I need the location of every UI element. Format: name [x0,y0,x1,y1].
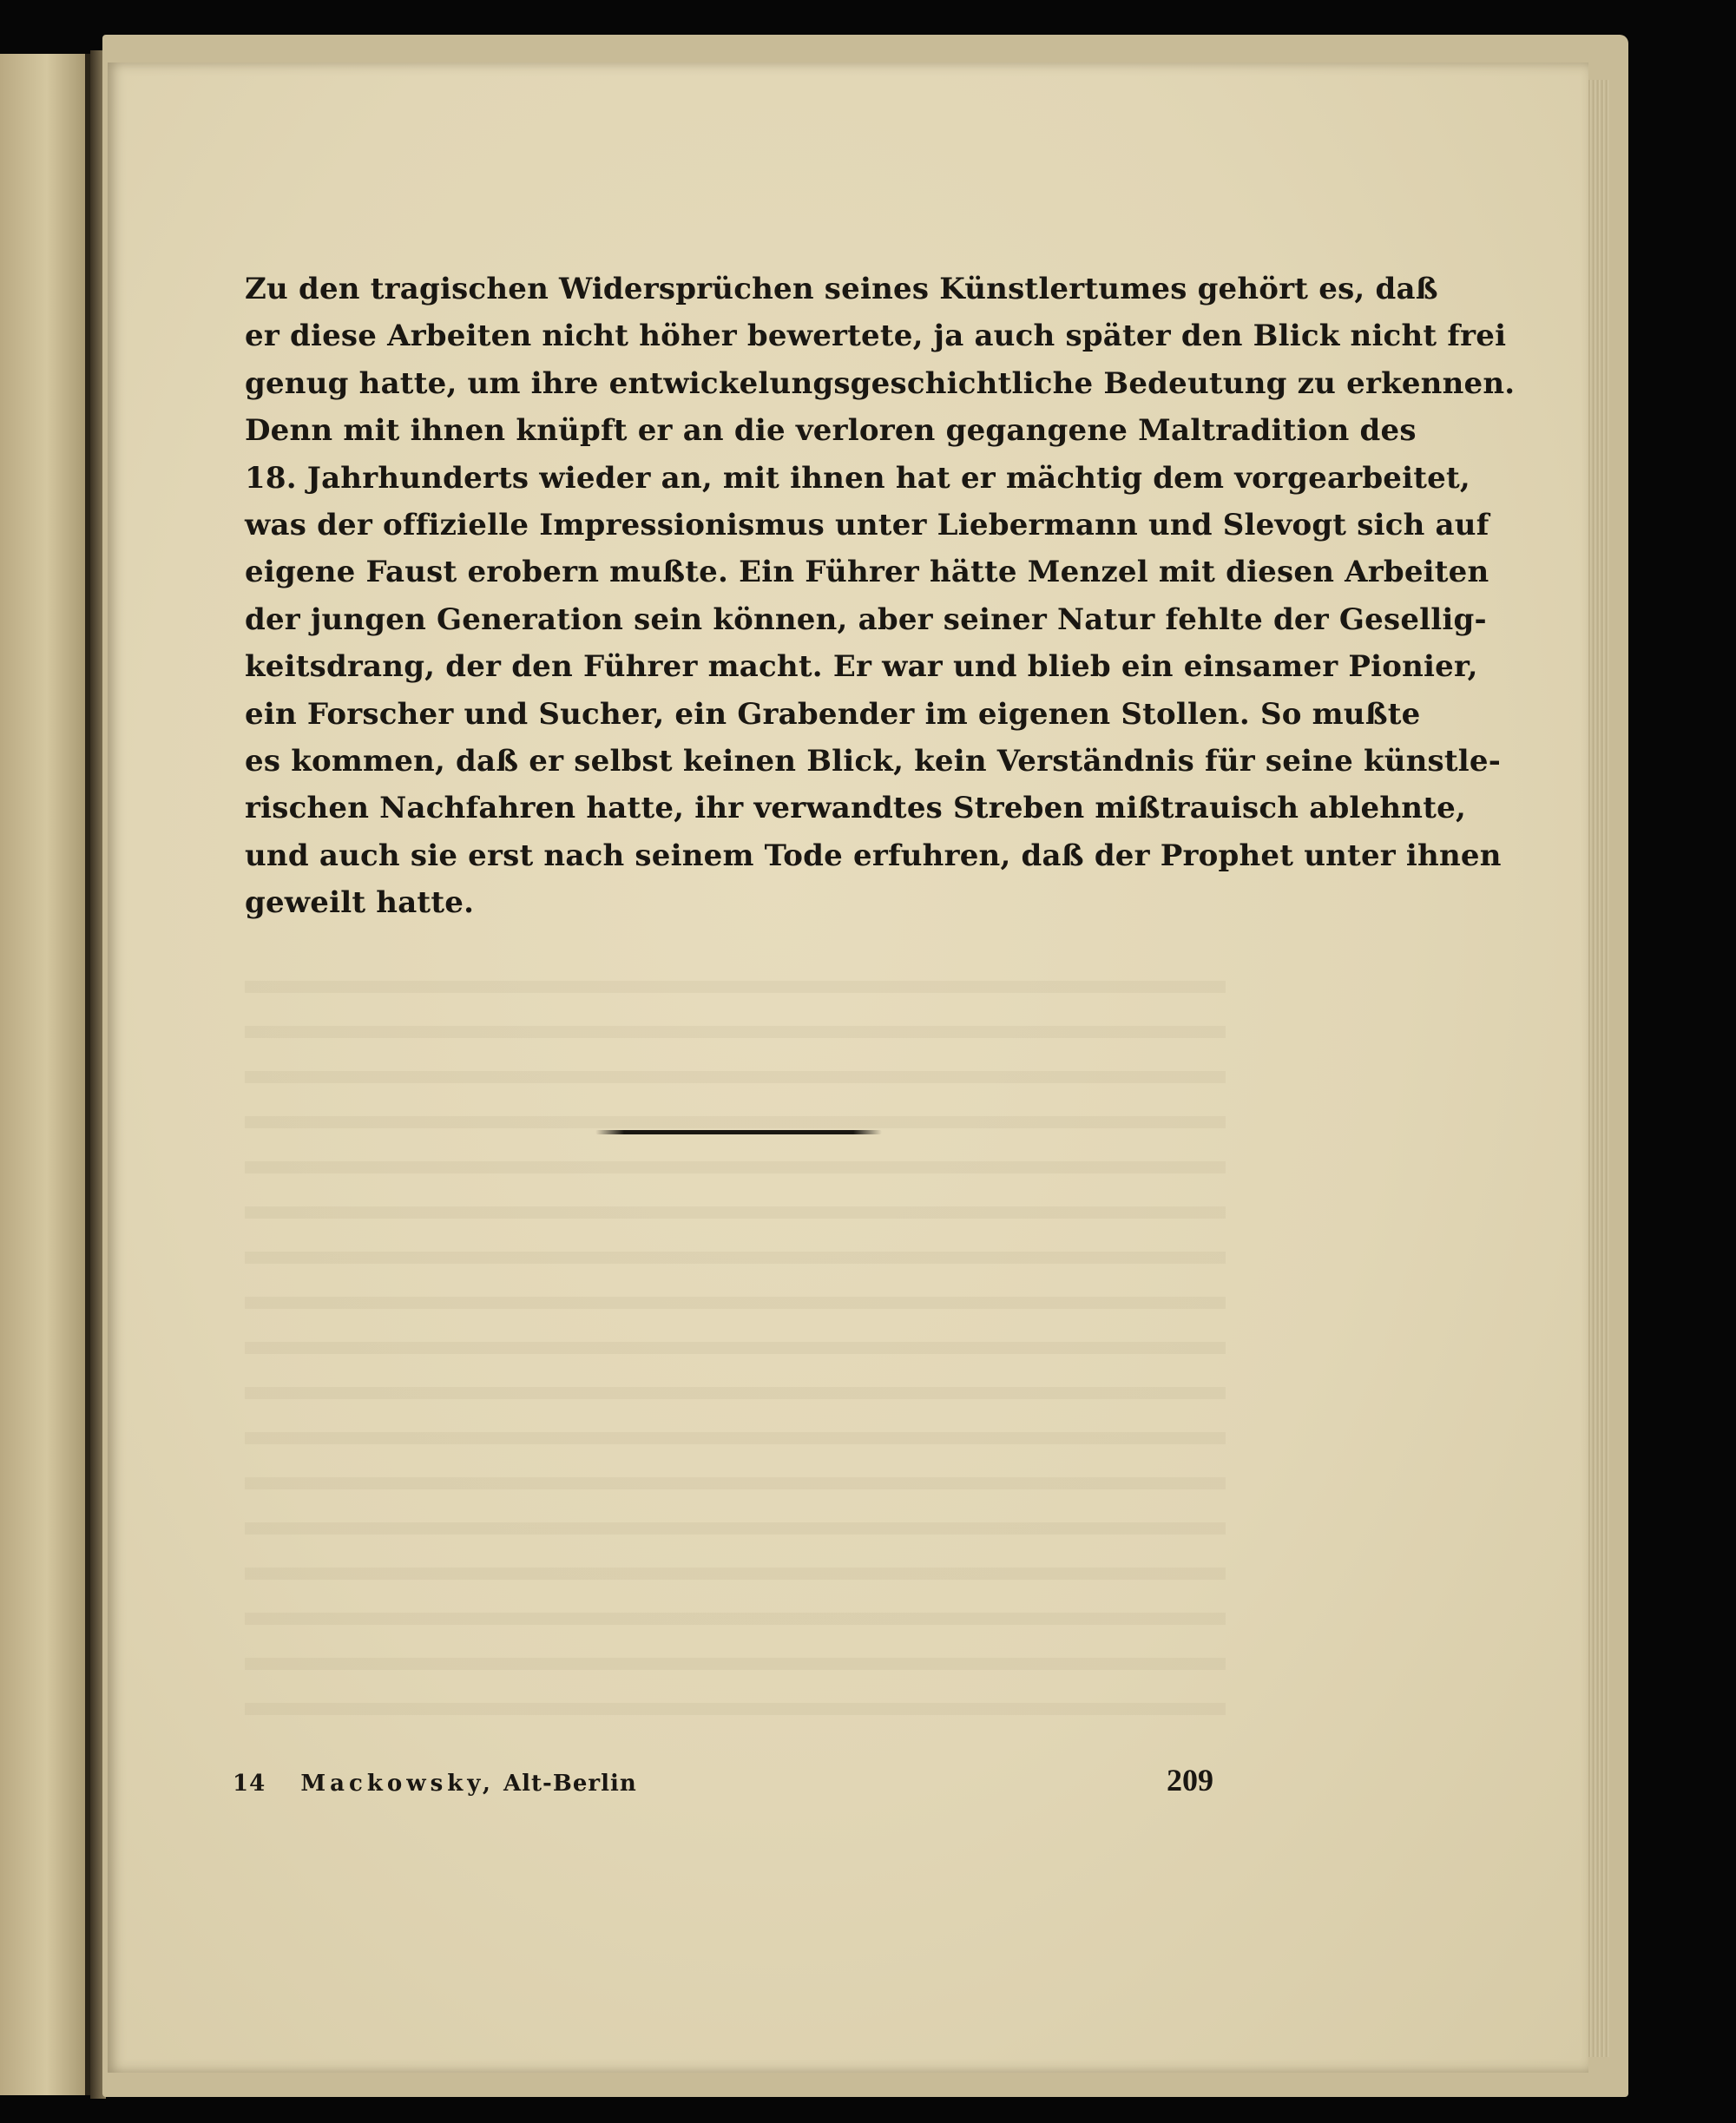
printer-signature [233,1771,637,1797]
text-line: ein Forscher und Sucher, ein Grabender im eigenen Stollen. So mußte [245,696,1421,732]
text-line: Zu den tragischen Widersprüchen seines Künstlertumes gehört es, daß [245,272,1438,306]
text-line: keitsdrang, der den Führer macht. Er war und blieb ein einsamer Pionier, [245,649,1478,685]
signature-number: 14 [233,1771,266,1797]
signature-title: Alt-Berlin [503,1771,637,1797]
text-line: rischen Nachfahren hatte, ihr verwandtes Streben mißtrauisch ablehnte, [245,791,1466,826]
text-line: was der offizielle Impressionismus unter Liebermann und Slevogt sich auf [245,508,1489,543]
bleed-through-texture [245,955,1226,1719]
text-line: der jungen Generation sein können, aber seiner Natur fehlte der Gesellig- [245,601,1487,637]
page-number: 209 [1167,1763,1213,1798]
text-line: eigene Faust erobern mußte. Ein Führer hätte Menzel mit diesen Arbeiten [245,555,1489,590]
text-line: geweilt hatte. [245,885,475,921]
text-line: er diese Arbeiten nicht höher bewertete, ja auch später den Blick nicht frei [245,319,1507,354]
section-divider-rule [595,1130,882,1134]
text-line: 18. Jahrhunderts wieder an, mit ihnen hat er mächtig dem vorgearbeitet, [245,460,1470,496]
text-line: Denn mit ihnen knüpft er an die verloren gegangene Maltradition des [245,413,1417,449]
body-paragraph [245,266,1516,927]
text-line: genug hatte, um ihre entwickelungsgeschichtliche Bedeutung zu erkennen. [245,365,1516,401]
signature-author: Mackowsky, [300,1771,495,1797]
text-line: es kommen, daß er selbst keinen Blick, kein Verständnis für seine künstle- [245,744,1502,779]
facing-page-edge [0,54,90,2095]
text-line: und auch sie erst nach seinem Tode erfuhren, daß der Prophet unter ihnen [245,838,1502,873]
